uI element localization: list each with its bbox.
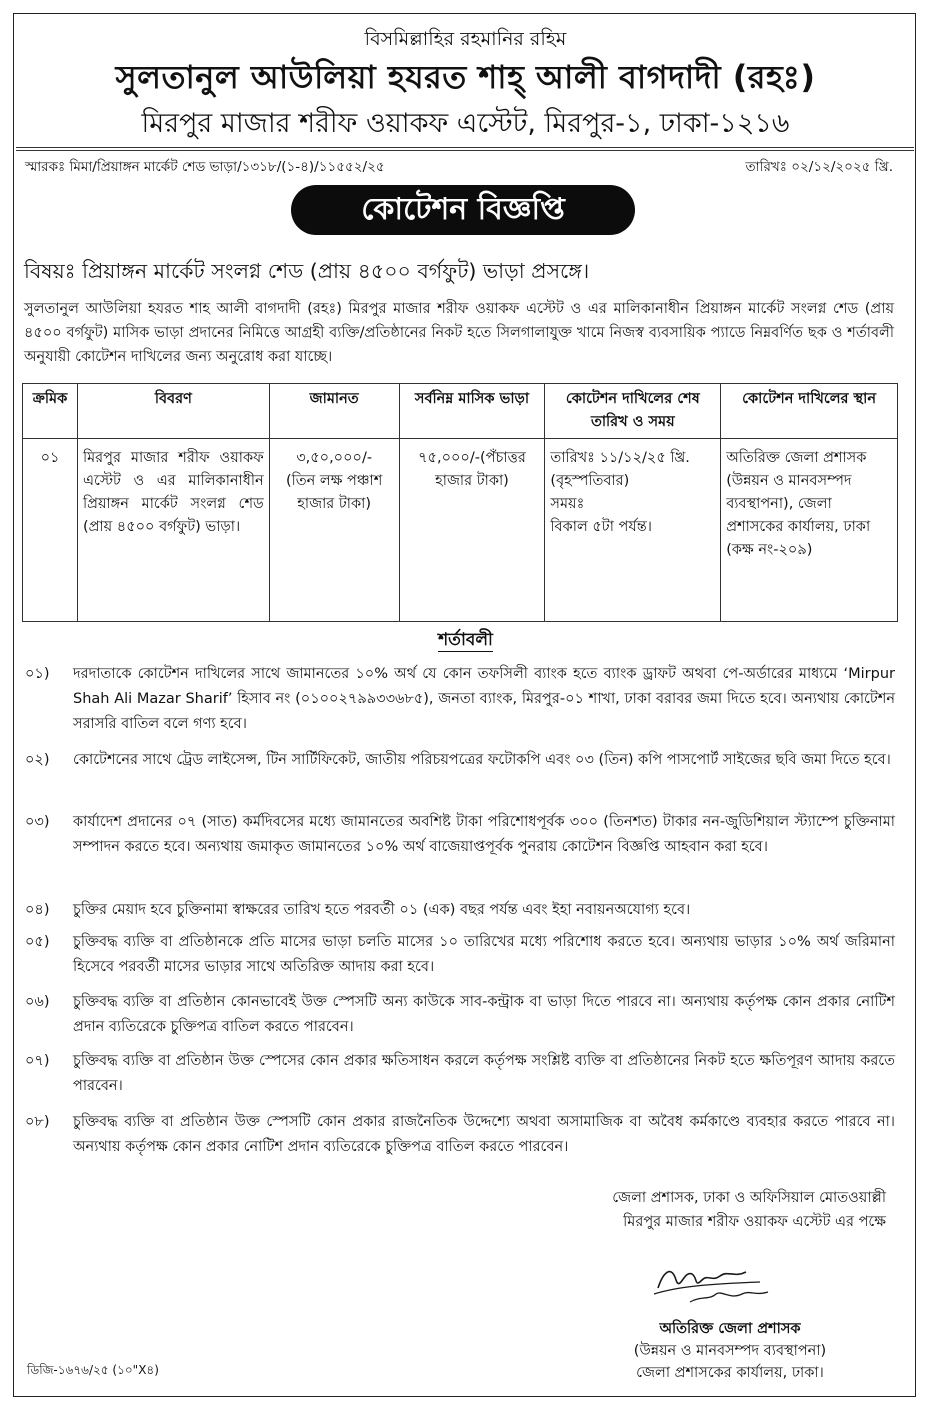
table-header-row bbox=[23, 384, 898, 439]
signatory-block bbox=[600, 1318, 860, 1384]
cell-min-rent: ৭৫,০০০/-(পঁচাত্তর হাজার টাকা) bbox=[399, 439, 545, 622]
on-behalf-block bbox=[612, 1186, 886, 1234]
memo-date: তারিখঃ ০২/১২/২০২৫ খ্রি. bbox=[745, 159, 893, 175]
cell-place bbox=[721, 439, 898, 622]
place-line-2: (উন্নয়ন ও মানবসম্পদ ব্যবস্থাপনা), জেলা প্রশাসকের কার্যালয়, ঢাকা bbox=[726, 473, 871, 535]
table-row bbox=[23, 439, 898, 622]
col-header-security: জামানত bbox=[269, 384, 399, 439]
term-number: ০৪) bbox=[25, 902, 50, 918]
place-line-1: অতিরিক্ত জেলা প্রশাসক bbox=[726, 450, 867, 466]
col-header-serial: ক্রমিক bbox=[23, 384, 78, 439]
security-amount-words: (তিন লক্ষ পঞ্চাশ হাজার টাকা) bbox=[285, 473, 383, 512]
bismillah-heading: বিসমিল্লাহির রহমানির রহিম bbox=[364, 28, 567, 50]
term-item bbox=[25, 898, 895, 923]
term-item bbox=[25, 990, 895, 1040]
on-behalf-line-1: জেলা প্রশাসক, ঢাকা ও অফিসিয়াল মোতওয়াল্লী bbox=[612, 1190, 886, 1206]
header-divider bbox=[16, 147, 914, 148]
deadline-time-label: সময়ঃ bbox=[550, 496, 585, 512]
term-text: কোটেশনের সাথে ট্রেড লাইসেন্স, টিন সার্টিফিকেট, জাতীয় পরিচয়পত্রের ফটোকপি এবং ০৩ (তিন) কপি পাসপোর্ট সাইজের ছবি জমা দিতে হবে। bbox=[73, 752, 891, 768]
notice-intro-paragraph: সুলতানুল আউলিয়া হযরত শাহ আলী বাগদাদী (রহঃ) মিরপুর মাজার শরীফ ওয়াকফ এস্টেট ও এর মালিকানাধীন প্রিয়াঙ্গন মার্কেট সংলগ্ন শেড (প্রায় ৪৫০০ বর্গফুট) মাসিক ভাড়া প্রদানের নিমিত্তে আগ্রহী ব্যক্তি/প্রতিষ্ঠানের নিকট হতে সিলগালাযুক্ত খামে নিজস্ব ব্যবসায়িক প্যাডে নিম্নবর্ণিত ছক ও শর্তাবলী অনুযায়ী কোটেশন দাখিলের জন্য অনুরোধ করা যাচ্ছে। bbox=[24, 301, 894, 365]
term-text: চুক্তিবদ্ধ ব্যক্তি বা প্রতিষ্ঠানকে প্রতি মাসের ভাড়া চলতি মাসের ১০ তারিখের মধ্যে পরিশোধ করতে হবে। অন্যথায় ভাড়ার ১০% অর্থ জরিমানা হিসেবে পরবর্তী মাসের ভাড়ার সাথে অতিরিক্ত আদায় করা হবে। bbox=[73, 934, 895, 975]
term-item bbox=[25, 1110, 895, 1160]
place-line-3: (কক্ষ নং-২০৯) bbox=[726, 542, 813, 558]
quotation-table bbox=[22, 383, 898, 622]
memo-reference: স্মারকঃ মিমা/প্রিয়াঙ্গন মার্কেট শেড ভাড়া/১৩১৮/(১-৪)/১১৫৫২/২৫ bbox=[25, 159, 385, 175]
cell-serial: ০১ bbox=[23, 439, 78, 622]
cell-description: মিরপুর মাজার শরীফ ওয়াকফ এস্টেট ও এর মালিকানাধীন প্রিয়াঙ্গন মার্কেট সংলগ্ন শেড (প্রায় ৪৫০০ বর্গফুট) ভাড়া। bbox=[77, 439, 269, 622]
term-item bbox=[25, 662, 895, 737]
security-amount: ৩,৫০,০০০/- bbox=[296, 450, 373, 466]
term-number: ০৬) bbox=[25, 994, 50, 1010]
term-number: ০৭) bbox=[25, 1053, 50, 1069]
term-text: চুক্তিবদ্ধ ব্যক্তি বা প্রতিষ্ঠান উক্ত স্পেসটি কোন প্রকার রাজনৈতিক উদ্দেশ্যে অথবা অসামাজিক বা অবৈধ কর্মকাণ্ডে ব্যবহার করতে পারবে না। অন্যথায় কর্তৃপক্ষ কোন প্রকার নোটিশ প্রদান ব্যতিরেকে চুক্তিপত্র বাতিল করতে পারবেন। bbox=[73, 1114, 895, 1155]
term-item bbox=[25, 930, 895, 980]
col-header-min-rent: সর্বনিম্ন মাসিক ভাড়া bbox=[399, 384, 545, 439]
signatory-title: অতিরিক্ত জেলা প্রশাসক bbox=[659, 1321, 801, 1337]
term-text: কার্যাদেশ প্রদানের ০৭ (সাত) কর্মদিবসের মধ্যে জামানতের অবশিষ্ট টাকা পরিশোধপূর্বক ৩০০ (তিনশত) টাকার নন-জুডিশিয়াল স্ট্যাম্পে চুক্তিনামা সম্পাদন করতে হবে। অন্যথায় জমাকৃত জামানতের ১০% অর্থ বাজেয়াপ্তপূর্বক পুনরায় কোটেশন বিজ্ঞপ্তি আহবান করা হবে। bbox=[73, 814, 895, 855]
terms-heading bbox=[0, 627, 931, 655]
deadline-time: বিকাল ৫টা পর্যন্ত। bbox=[550, 519, 652, 535]
term-number: ০৫) bbox=[25, 934, 50, 950]
term-text: চুক্তির মেয়াদ হবে চুক্তিনামা স্বাক্ষরের তারিখ হতে পরবর্তী ০১ (এক) বছর পর্যন্ত এবং ইহা নবায়নঅযোগ্য হবে। bbox=[73, 902, 691, 918]
col-header-deadline: কোটেশন দাখিলের শেষ তারিখ ও সময় bbox=[545, 384, 721, 439]
deadline-day: (বৃহস্পতিবার) bbox=[550, 473, 630, 489]
term-item bbox=[25, 748, 895, 773]
term-text: চুক্তিবদ্ধ ব্যক্তি বা প্রতিষ্ঠান কোনভাবেই উক্ত স্পেসটি অন্য কাউকে সাব-কন্ট্রাক বা ভাড়া দিতে পারবে না। অন্যথায় কর্তৃপক্ষ কোন প্রকার নোটিশ প্রদান ব্যতিরেকে চুক্তিপত্র বাতিল করতে পারবেন। bbox=[73, 994, 895, 1035]
footer-dg-code: ডিজি-১৬৭৬/২৫ (১০"X৪) bbox=[27, 1363, 159, 1377]
term-item bbox=[25, 810, 895, 860]
organization-title: সুলতানুল আউলিয়া হযরত শাহ্ আলী বাগদাদী (রহঃ) bbox=[115, 58, 816, 96]
term-text: চুক্তিবদ্ধ ব্যক্তি বা প্রতিষ্ঠান উক্ত স্পেসের কোন প্রকার ক্ষতিসাধন করলে কর্তৃপক্ষ সংশ্লিষ্ট ব্যক্তি বা প্রতিষ্ঠানের নিকট হতে ক্ষতিপূরণ আদায় করতে পারবেন। bbox=[73, 1053, 895, 1094]
signatory-department: (উন্নয়ন ও মানবসম্পদ ব্যবস্থাপনা) bbox=[633, 1343, 827, 1359]
handwritten-signature bbox=[650, 1256, 780, 1306]
notice-banner-title: কোটেশন বিজ্ঞপ্তি bbox=[291, 185, 635, 235]
col-header-description: বিবরণ bbox=[77, 384, 269, 439]
term-number: ০৮) bbox=[25, 1114, 50, 1130]
deadline-date: তারিখঃ ১১/১২/২৫ খ্রি. bbox=[550, 450, 690, 466]
terms-heading-text: শর্তাবলী bbox=[438, 630, 493, 650]
header-divider-second bbox=[16, 150, 914, 151]
term-text: দরদাতাকে কোটেশন দাখিলের সাথে জামানতের ১০% অর্থ যে কোন তফসিলী ব্যাংক হতে ব্যাংক ড্রাফট অথবা পে-অর্ডারের মাধ্যমে ‘Mirpur Shah Ali Mazar Sharif’ হিসাব নং (০১০০২৭৯৯৩৩৬৮৫), জনতা ব্যাংক, মিরপুর-০১ শাখা, ঢাকা বরাবর জমা দিতে হবে। অন্যথায় কোটেশন সরাসরি বাতিল বলে গণ্য হবে। bbox=[73, 666, 895, 732]
cell-security bbox=[269, 439, 399, 622]
col-header-place: কোটেশন দাখিলের স্থান bbox=[721, 384, 898, 439]
organization-address: মিরপুর মাজার শরীফ ওয়াকফ এস্টেট, মিরপুর-১, ঢাকা-১২১৬ bbox=[141, 108, 790, 139]
notice-subject: বিষয়ঃ প্রিয়াঙ্গন মার্কেট সংলগ্ন শেড (প্রায় ৪৫০০ বর্গফুট) ভাড়া প্রসঙ্গে। bbox=[24, 259, 590, 283]
signatory-office: জেলা প্রশাসকের কার্যালয়, ঢাকা। bbox=[636, 1365, 824, 1381]
term-number: ০৩) bbox=[25, 814, 50, 830]
term-number: ০২) bbox=[25, 752, 50, 768]
term-item bbox=[25, 1049, 895, 1099]
cell-deadline bbox=[545, 439, 721, 622]
term-number: ০১) bbox=[25, 666, 50, 682]
on-behalf-line-2: মিরপুর মাজার শরীফ ওয়াকফ এস্টেট এর পক্ষে bbox=[623, 1214, 886, 1230]
